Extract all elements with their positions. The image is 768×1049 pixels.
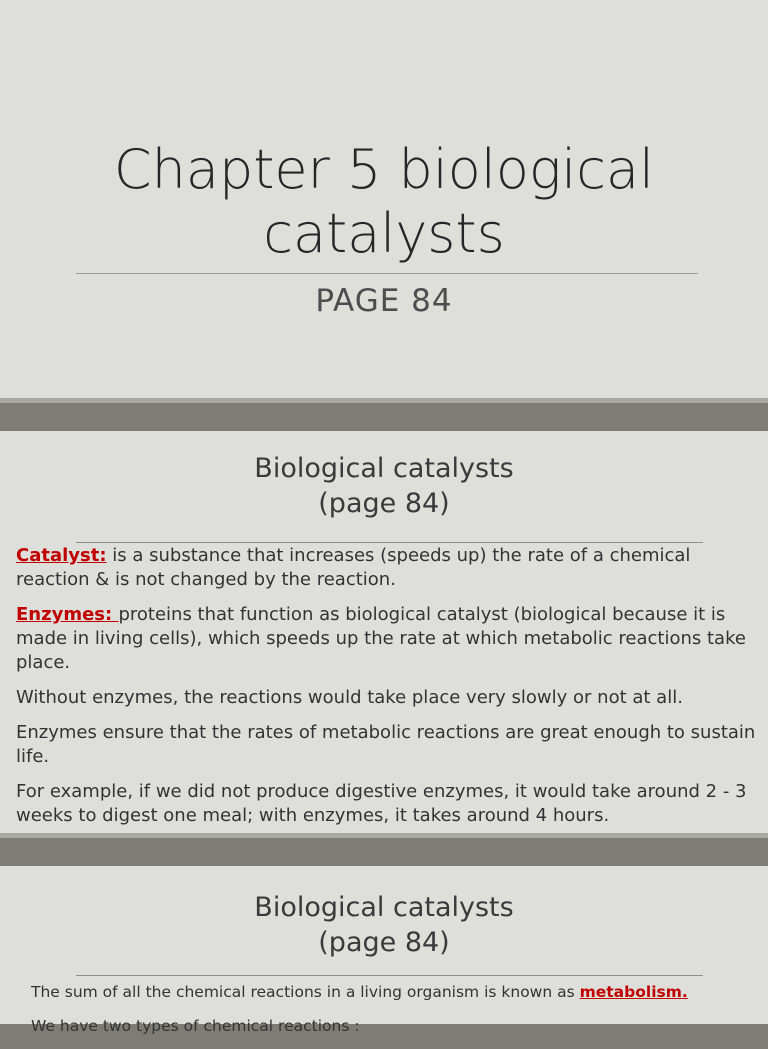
slide-heading-line1: Biological catalysts [254, 453, 514, 484]
title-divider [76, 273, 698, 274]
slide-heading [0, 890, 768, 960]
heading-divider [76, 542, 703, 543]
metabolism-paragraph [31, 981, 751, 1003]
slide-heading-line2: (page 84) [318, 488, 450, 519]
metabolism-term: metabolism. [579, 983, 688, 1001]
catalyst-text: is a substance that increases (speeds up) the rate of a chemical reaction & is not changed by the reaction. [16, 545, 691, 590]
slide-heading-line2: (page 84) [318, 927, 450, 958]
enzymes-text: proteins that function as biological catalyst (biological because it is made in living cells), which speeds up the rate at which metabolic reactions take place. [16, 604, 746, 673]
enzymes-definition [16, 603, 756, 675]
metabolism-text: The sum of all the chemical reactions in a living organism is known as [31, 983, 580, 1001]
catalyst-definition [16, 544, 756, 592]
enzymes-term: Enzymes: [16, 604, 119, 625]
slide-heading-line1: Biological catalysts [254, 892, 514, 923]
heading-divider [76, 975, 703, 976]
slide-separator [0, 398, 768, 403]
chapter-title-line1: Chapter 5 biological [113, 138, 655, 201]
paragraph-example: For example, if we did not produce digestive enzymes, it would take around 2 - 3 weeks to digest one meal; with enzymes, it takes around 4 hours. [16, 781, 747, 826]
chapter-title-line2: catalysts [263, 202, 505, 265]
catalyst-term: Catalyst: [16, 545, 107, 566]
metabolism-slide [0, 866, 768, 1035]
catalysts-slide [0, 431, 768, 833]
slide-separator [0, 833, 768, 838]
paragraph-without-enzymes: Without enzymes, the reactions would take place very slowly or not at all. [16, 687, 683, 708]
slide-heading [0, 451, 768, 521]
page-subtitle: PAGE 84 [315, 283, 453, 319]
slide-body [31, 981, 751, 1049]
title-slide [0, 0, 768, 398]
reaction-types-paragraph: We have two types of chemical reactions : [31, 1017, 360, 1035]
slide-body [16, 544, 756, 839]
paragraph-rates: Enzymes ensure that the rates of metabolic reactions are great enough to sustain life. [16, 722, 756, 767]
chapter-title [0, 138, 768, 266]
